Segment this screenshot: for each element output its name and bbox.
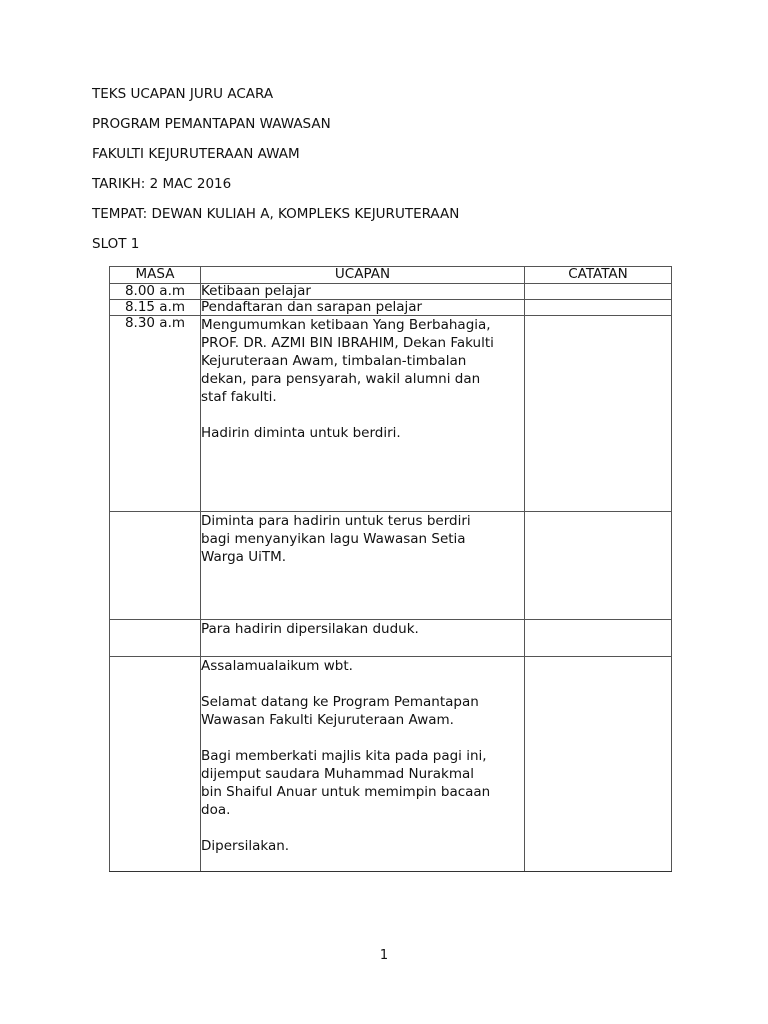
speech-paragraph: Selamat datang ke Program Pemantapan Wawasan Fakulti Kejuruteraan Awam. xyxy=(201,694,479,728)
speech-cell: Ketibaan pelajar xyxy=(201,284,525,300)
notes-cell xyxy=(525,620,672,657)
time-cell xyxy=(110,620,201,657)
speech-paragraph: Mengumumkan ketibaan Yang Berbahagia, PROF. DR. AZMI BIN IBRAHIM, Dekan Fakulti Kejuruteraan Awam, timbalan-timbalan dekan, para pensyarah, wakil alumni dan staf fakulti. xyxy=(201,317,494,405)
notes-cell xyxy=(525,300,672,316)
speech-paragraph: Hadirin diminta untuk berdiri. xyxy=(201,425,401,441)
notes-cell xyxy=(525,657,672,872)
event-date: TARIKH: 2 MAC 2016 xyxy=(92,176,232,192)
speech-paragraph: Diminta para hadirin untuk terus berdiri bagi menyanyikan lagu Wawasan Setia Warga UiTM. xyxy=(201,513,471,565)
table-row xyxy=(110,316,672,512)
speech-cell xyxy=(201,512,525,620)
slot-label: SLOT 1 xyxy=(92,236,140,252)
table-row xyxy=(110,512,672,620)
time-cell xyxy=(110,657,201,872)
notes-cell xyxy=(525,316,672,512)
table-row xyxy=(110,300,672,316)
time-cell: 8.30 a.m xyxy=(110,316,201,512)
speech-cell xyxy=(201,657,525,872)
speech-paragraph: Bagi memberkati majlis kita pada pagi ini, dijemput saudara Muhammad Nurakmal bin Shaiful Anuar untuk memimpin bacaan doa. xyxy=(201,748,491,818)
speech-paragraph: Dipersilakan. xyxy=(201,838,290,854)
speech-cell xyxy=(201,316,525,512)
schedule-table xyxy=(109,266,672,872)
notes-cell xyxy=(525,512,672,620)
speech-paragraph: Para hadirin dipersilakan duduk. xyxy=(201,621,419,637)
speech-cell xyxy=(201,620,525,657)
column-header-ucapan: UCAPAN xyxy=(201,267,525,284)
speech-paragraph: Assalamualaikum wbt. xyxy=(201,658,353,674)
time-cell: 8.15 a.m xyxy=(110,300,201,316)
event-venue: TEMPAT: DEWAN KULIAH A, KOMPLEKS KEJURUTERAAN xyxy=(92,206,460,222)
column-header-catatan: CATATAN xyxy=(525,267,672,284)
notes-cell xyxy=(525,284,672,300)
table-row xyxy=(110,657,672,872)
table-header-row xyxy=(110,267,672,284)
page-number: 1 xyxy=(379,948,389,963)
speech-cell: Pendaftaran dan sarapan pelajar xyxy=(201,300,525,316)
table-row xyxy=(110,620,672,657)
column-header-masa: MASA xyxy=(110,267,201,284)
time-cell: 8.00 a.m xyxy=(110,284,201,300)
faculty-name: FAKULTI KEJURUTERAAN AWAM xyxy=(92,146,300,162)
program-name: PROGRAM PEMANTAPAN WAWASAN xyxy=(92,116,331,132)
table-row xyxy=(110,284,672,300)
document-title: TEKS UCAPAN JURU ACARA xyxy=(92,86,274,102)
time-cell xyxy=(110,512,201,620)
